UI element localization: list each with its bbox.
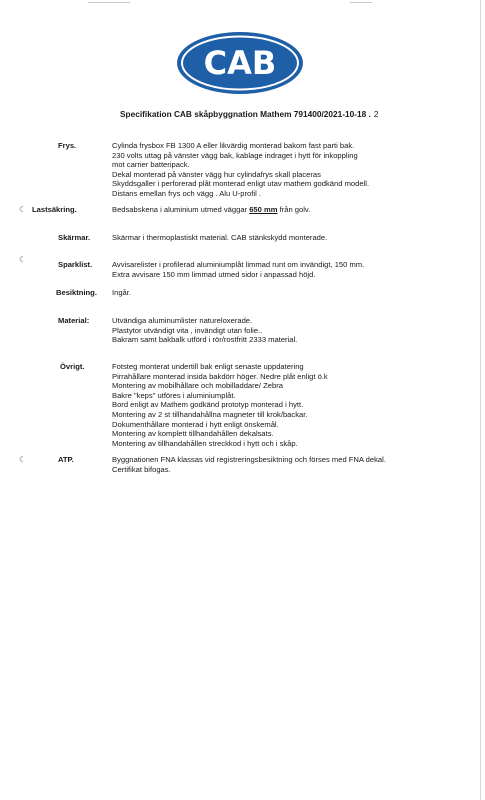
punch-hole-mark	[17, 255, 24, 263]
content-line	[112, 205, 452, 215]
content-line: Skärmar i thermoplastiskt material. CAB stänkskydd monterade.	[112, 233, 328, 242]
section-content	[112, 316, 452, 345]
section-label: ATP.	[58, 455, 74, 464]
content-line: Montering av komplett tillhandahållen dekalsats.	[112, 429, 274, 439]
cab-logo	[175, 30, 305, 96]
content-line: Fotsteg monterat undertill bak enligt senaste uppdatering	[112, 362, 304, 371]
emphasized-measurement: 650 mm	[249, 205, 278, 214]
content-text: Bedsabskena i aluminium utmed väggar	[112, 205, 250, 214]
content-line: Montering av mobilhållare och mobilladdare/ Zebra	[112, 381, 283, 391]
section-content	[112, 455, 452, 474]
section-label: Frys.	[58, 141, 77, 150]
punch-hole-mark	[17, 205, 24, 213]
content-line: Avvisarelister i profilerad aluminiumplåt limmad runt om invändigt, 150 mm.	[112, 260, 365, 269]
content-text: från golv.	[277, 205, 311, 214]
page-number: 2	[373, 109, 379, 119]
scan-artifact-line	[350, 2, 372, 3]
content-line: Certifikat bifogas.	[112, 464, 171, 474]
content-line: Cylinda frysbox FB 1300 A eller likvärdig monterad bakom fast parti bak.	[112, 141, 355, 150]
content-line: Bakre "keps" utföres i aluminiumplåt.	[112, 390, 236, 400]
content-line: Plastytor utvändigt vita , invändigt utan folie..	[112, 325, 263, 335]
section-content	[112, 205, 452, 215]
content-line: Montering av tillhandahållen streckkod i hytt och i skåp.	[112, 438, 298, 448]
section-label: Skärmar.	[58, 233, 91, 242]
section-label: Lastsäkring.	[32, 205, 77, 214]
scan-artifact-line	[88, 2, 130, 3]
content-line: Dekal monterad på vänster vägg hur cylindafrys skall placeras	[112, 169, 321, 179]
section-content	[112, 260, 452, 279]
content-line: Pirrahållare monterad insida bakdörr höger. Nedre plåt enligt ö.k	[112, 371, 328, 381]
punch-hole-mark	[17, 455, 24, 463]
section-label: Sparklist.	[58, 260, 93, 269]
title-text: Specifikation CAB skåpbyggnation Mathem 791400/2021-10-18 .	[120, 109, 371, 119]
content-line: Distans emellan frys och vägg . Alu U-profil .	[112, 188, 261, 198]
content-line: Extra avvisare 150 mm limmad utmed sidor i anpassad höjd.	[112, 269, 316, 279]
section-label: Övrigt.	[60, 362, 85, 371]
section-label: Material:	[58, 316, 90, 325]
content-line: mot carrier batteripack.	[112, 160, 190, 170]
content-line: Skyddsgaller i perforerad plåt monterad enligt utav mathem godkänd modell.	[112, 179, 370, 189]
section-content	[112, 288, 452, 298]
section-content	[112, 141, 452, 199]
section-content	[112, 233, 452, 243]
document-title	[120, 109, 450, 119]
section-label: Besiktning.	[56, 288, 97, 297]
scan-edge-line	[480, 0, 481, 800]
content-line: Bord enligt av Mathem godkänd prototyp monterad i hytt.	[112, 400, 304, 410]
content-line: 230 volts uttag på vänster vägg bak, kablage indraget i hytt för inkoppling	[112, 150, 358, 160]
content-line: Utvändiga aluminumlister natureloxerade.	[112, 316, 253, 325]
section-content	[112, 362, 452, 448]
content-line: Dokumenthållare monterad i hytt enligt önskemål.	[112, 419, 279, 429]
logo-text: CAB	[203, 44, 277, 82]
content-line: Byggnationen FNA klassas vid registreringsbesiktning och förses med FNA dekal.	[112, 455, 386, 464]
content-line: Ingår.	[112, 288, 131, 297]
content-line: Bakram samt bakbalk utförd i rör/rostfritt 2333 material.	[112, 335, 298, 345]
content-line: Montering av 2 st tillhandahållna magneter till krok/backar.	[112, 409, 308, 419]
